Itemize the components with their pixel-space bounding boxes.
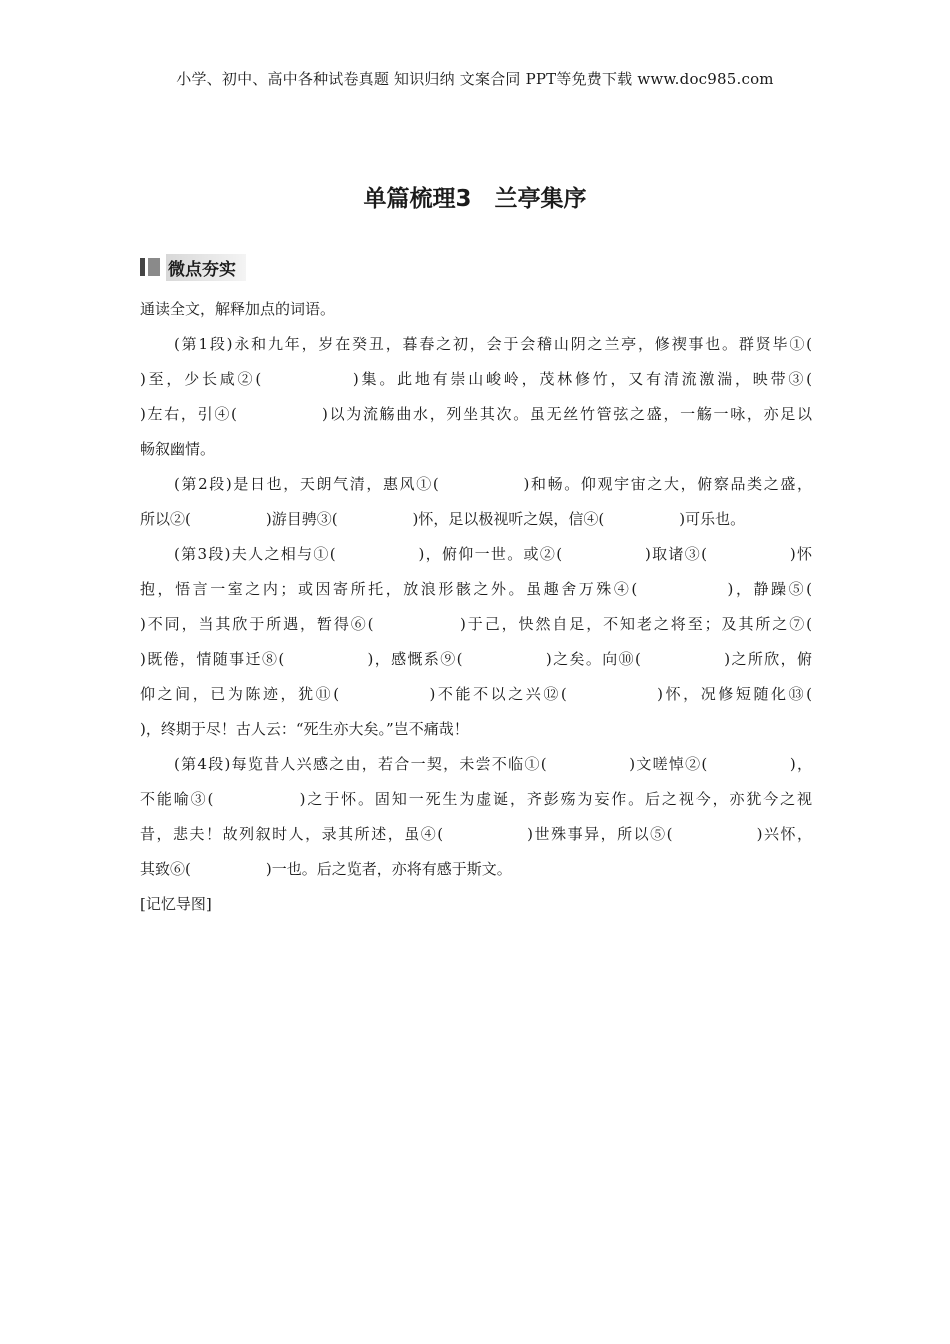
text-line: )不同，当其欣于所遇，暂得⑥( )于己，快然自足，不知老之将至；及其所之⑦( bbox=[140, 615, 812, 633]
text-line: 抱，悟言一室之内；或因寄所托，放浪形骸之外。虽趣舍万殊④( )，静躁⑤( bbox=[140, 580, 812, 598]
text-line: )，终期于尽！古人云：“死生亦大矣。”岂不痛哉！ bbox=[140, 720, 469, 738]
page-title: 单篇梳理3 兰亭集序 bbox=[363, 186, 587, 212]
text-line: )既倦，情随事迁⑧( )，感慨系⑨( )之矣。向⑩( )之所欣，俯 bbox=[140, 650, 812, 668]
text-line: (第3段)夫人之相与①( )，俯仰一世。或②( )取诸③( )怀 bbox=[174, 545, 812, 563]
text-line: (第2段)是日也，天朗气清，惠风①( )和畅。仰观宇宙之大，俯察品类之盛， bbox=[174, 475, 812, 493]
page-header: 小学、初中、高中各种试卷真题 知识归纳 文案合同 PPT等免费下载 www.doc985.com bbox=[176, 70, 774, 88]
text-line: 昔，悲夫！故列叙时人，录其所述，虽④( )世殊事异，所以⑤( )兴怀， bbox=[140, 825, 812, 843]
section-heading bbox=[140, 256, 246, 278]
text-line: 不能喻③( )之于怀。固知一死生为虚诞，齐彭殇为妄作。后之视今，亦犹今之视 bbox=[140, 790, 812, 808]
section-marker-icon bbox=[140, 258, 145, 276]
text-line: (第4段)每览昔人兴感之由，若合一契，未尝不临①( )文嗟悼②( )， bbox=[174, 755, 812, 773]
text-line: 仰之间，已为陈迹，犹⑪( )不能不以之兴⑫( )怀，况修短随化⑬( bbox=[140, 685, 812, 703]
text-line: 畅叙幽情。 bbox=[140, 440, 216, 458]
section-label: 微点夯实 bbox=[166, 254, 246, 281]
memory-map-label: [记忆导图] bbox=[140, 895, 212, 913]
text-line: )左右，引④( )以为流觞曲水，列坐其次。虽无丝竹管弦之盛，一觞一咏，亦足以 bbox=[140, 405, 812, 423]
text-line: )至，少长咸②( )集。此地有崇山峻岭，茂林修竹，又有清流激湍，映带③( bbox=[140, 370, 812, 388]
text-line: 其致⑥( )一也。后之览者，亦将有感于斯文。 bbox=[140, 860, 512, 878]
instruction-line: 通读全文，解释加点的词语。 bbox=[140, 300, 336, 318]
text-line: 所以②( )游目骋③( )怀，足以极视听之娱，信④( )可乐也。 bbox=[140, 510, 746, 528]
section-marker-icon-2 bbox=[148, 258, 160, 276]
text-line: (第1段)永和九年，岁在癸丑，暮春之初，会于会稽山阴之兰亭，修禊事也。群贤毕①( bbox=[174, 335, 812, 353]
exercise-text bbox=[140, 292, 812, 922]
